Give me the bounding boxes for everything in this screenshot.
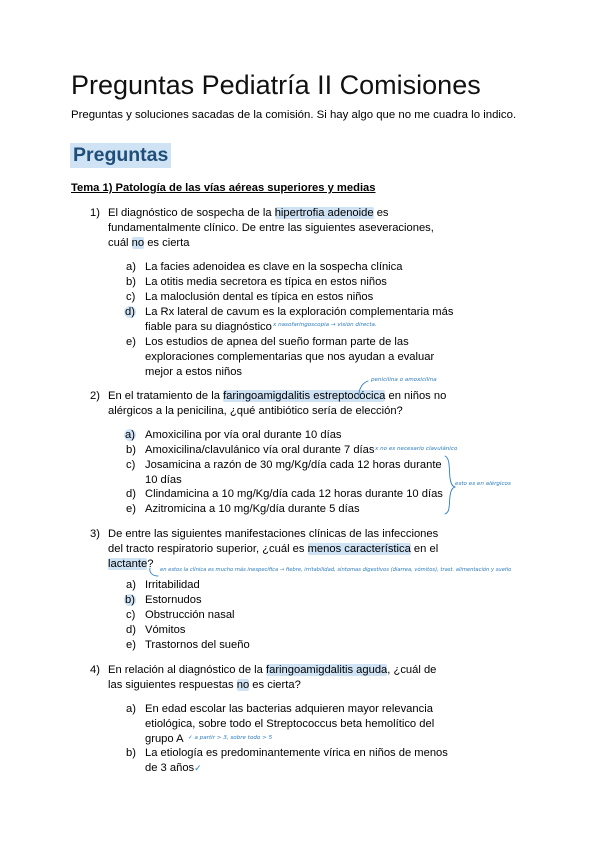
q2-option-a-letter: a) xyxy=(125,429,135,441)
q1-option-d-letter: d) xyxy=(125,306,135,318)
q2-annotation-top: penicilina o amoxicilina xyxy=(371,377,437,383)
q4-option-b-cont: de 3 años✓ xyxy=(145,762,202,774)
q1-number: 1) xyxy=(90,207,100,219)
q3-option-d: Vómitos xyxy=(145,624,186,636)
q2-brace xyxy=(445,456,455,514)
q3-option-c: Obstrucción nasal xyxy=(145,609,235,621)
q2-stem-line1: En el tratamiento de la faringoamigdalitis estreptocócica en niños no xyxy=(108,390,447,402)
q2-option-c: Josamicina a razón de 30 mg/Kg/día cada 12 horas durante xyxy=(145,459,442,471)
page-subtitle: Preguntas y soluciones sacadas de la comisión. Si hay algo que no me cuadra lo indico. xyxy=(71,109,517,121)
q3-highlight: menos característica xyxy=(307,543,411,555)
q3-number: 3) xyxy=(90,528,100,540)
q3-option-c-letter: c) xyxy=(126,609,136,621)
q2-option-b: Amoxicilina/clavulánico vía oral durante 7 días xyxy=(145,444,375,456)
section-heading: Preguntas xyxy=(70,143,171,168)
q3-annotation: en estos la clínica es mucho más inespecífica → fiebre, irritabilidad, síntomas digestivos (diarrea, vómitos), trast. alimentación y sueño xyxy=(160,567,512,573)
q3-option-d-letter: d) xyxy=(126,624,136,636)
q2-option-c-letter: c) xyxy=(126,459,136,471)
q4-option-a-cont2: grupo A xyxy=(145,733,184,745)
q2-annotation-brace: esto es en alérgicos xyxy=(455,481,511,487)
q4-stem-line1: En relación al diagnóstico de la faringoamigdalitis aguda, ¿cuál de xyxy=(108,664,437,676)
q1-option-e: Los estudios de apnea del sueño forman parte de las xyxy=(145,336,409,348)
q3-option-e-letter: e) xyxy=(126,639,136,651)
q1-option-d-cont: fiable para su diagnóstico xyxy=(145,321,272,333)
topic-heading: Tema 1) Patología de las vías aéreas superiores y medias xyxy=(71,182,376,194)
q2-number: 2) xyxy=(90,390,100,402)
q3-option-b: Estornudos xyxy=(145,594,202,606)
q1-highlight: hipertrofia adenoide xyxy=(274,207,374,219)
page-title: Preguntas Pediatría II Comisiones xyxy=(71,70,481,100)
q1-option-b-letter: b) xyxy=(126,276,136,288)
q3-option-a-letter: a) xyxy=(126,579,136,591)
q4-option-b: La etiología es predominantemente vírica en niños de menos xyxy=(145,747,448,759)
q2-annotation-b: x no es necesario clavulánico xyxy=(375,446,458,452)
q3-option-b-letter: b) xyxy=(125,594,135,606)
q2-option-b-letter: b) xyxy=(126,444,136,456)
q4-option-a-letter: a) xyxy=(126,703,136,715)
checkmark-icon: ✓ xyxy=(194,763,202,773)
q4-option-b-letter: b) xyxy=(126,747,136,759)
q1-option-c-letter: c) xyxy=(126,291,136,303)
q4-stem-line2: las siguientes respuestas no es cierta? xyxy=(108,679,301,691)
q2-option-c-cont: 10 días xyxy=(145,474,182,486)
q2-option-a: Amoxicilina por vía oral durante 10 días xyxy=(145,429,342,441)
q3-stem-line2: del tracto respiratorio superior, ¿cuál es menos característica en el xyxy=(108,543,439,555)
q1-option-b: La otitis media secretora es típica en estos niños xyxy=(145,276,387,288)
q4-number: 4) xyxy=(90,664,100,676)
q1-option-e-cont2: mejor a estos niños xyxy=(145,366,243,378)
q3-stem-line3: lactante? xyxy=(108,558,154,570)
q1-option-a-letter: a) xyxy=(126,261,136,273)
q1-stem-line3: cuál no es cierta xyxy=(108,237,190,249)
q4-annotation-a: ✓ a partir > 3, sobre todo > 5 xyxy=(188,735,273,741)
q1-option-a: La facies adenoidea es clave en la sospecha clínica xyxy=(145,261,403,273)
q2-option-d-letter: d) xyxy=(126,488,136,500)
q4-highlight: faringoamigdalitis aguda xyxy=(265,664,388,676)
q1-stem-line1: El diagnóstico de sospecha de la hipertrofia adenoide es xyxy=(108,207,389,219)
q2-option-e-letter: e) xyxy=(126,503,136,515)
q4-option-a: En edad escolar las bacterias adquieren mayor relevancia xyxy=(145,703,433,715)
q2-option-e: Azitromicina a 10 mg/Kg/día durante 5 días xyxy=(145,503,360,515)
q2-stem-line2: alérgicos a la penicilina, ¿qué antibiótico sería de elección? xyxy=(108,405,403,417)
q1-option-d: La Rx lateral de cavum es la exploración complementaria más xyxy=(145,306,454,318)
q1-option-e-cont1: exploraciones complementarias que nos ayudan a evaluar xyxy=(145,351,435,363)
q3-option-e: Trastornos del sueño xyxy=(145,639,250,651)
q4-option-a-cont1: etiológica, sobre todo el Streptococcus beta hemolítico del xyxy=(145,718,435,730)
q2-option-d: Clindamicina a 10 mg/Kg/día cada 12 horas durante 10 días xyxy=(145,488,443,500)
q1-stem-line2: fundamentalmente clínico. De entre las siguientes aseveraciones, xyxy=(108,222,434,234)
q1-option-e-letter: e) xyxy=(126,336,136,348)
q1-annotation: x nasofaringoscopia → visión directa. xyxy=(273,322,377,328)
q2-highlight: faringoamigdalitis estreptocócica xyxy=(223,390,386,402)
q3-option-a: Irritabilidad xyxy=(145,579,200,591)
q1-option-c: La maloclusión dental es típica en estos niños xyxy=(145,291,374,303)
q3-stem-line1: De entre las siguientes manifestaciones clínicas de las infecciones xyxy=(108,528,439,540)
